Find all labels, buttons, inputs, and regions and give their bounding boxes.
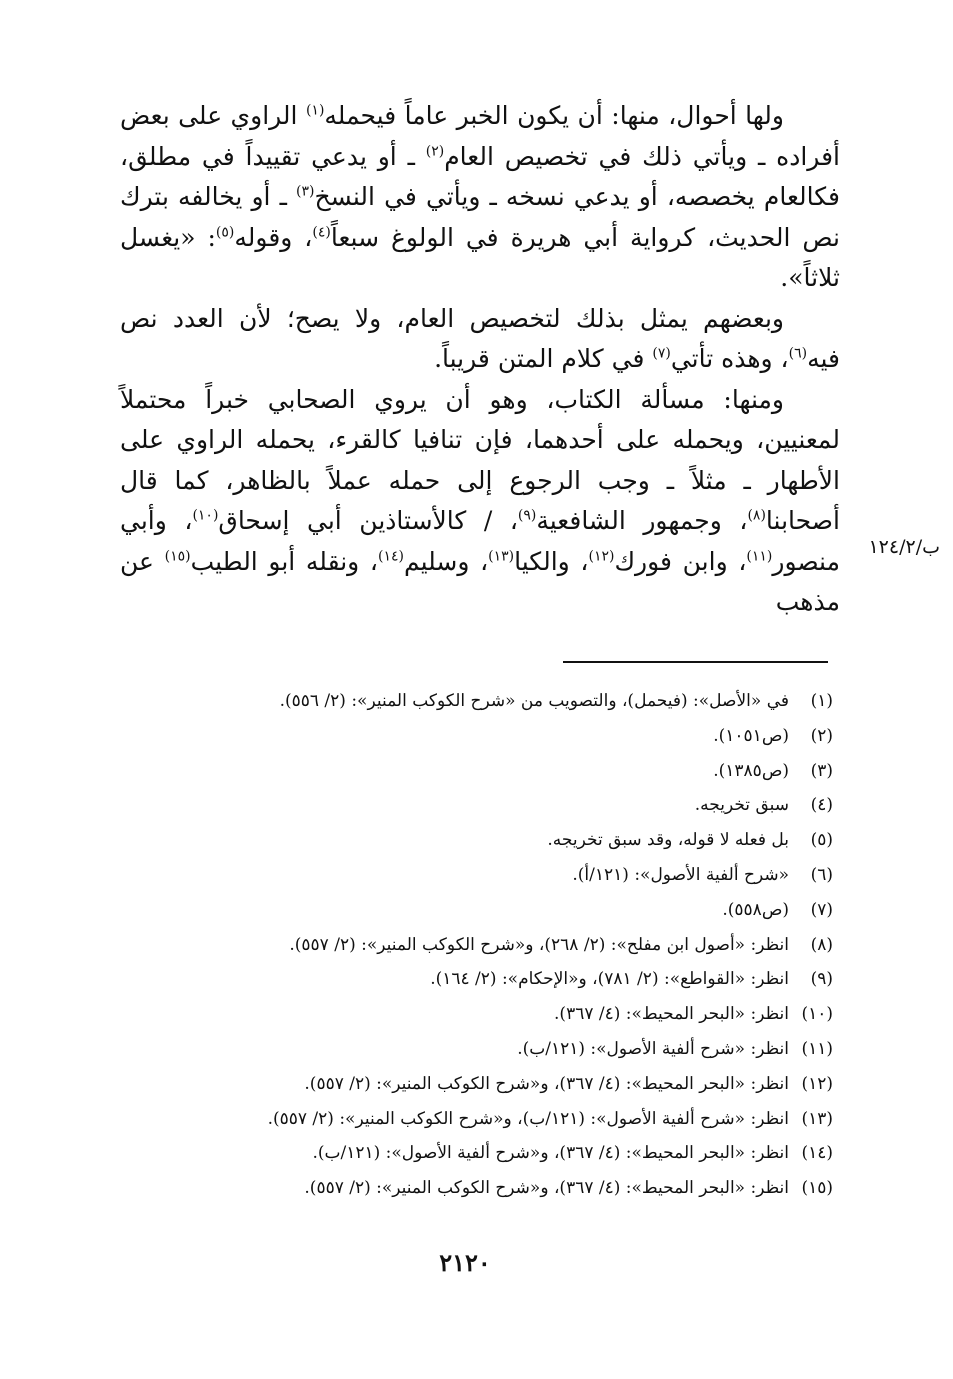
paragraph-text: ، والكيا (514, 546, 589, 576)
footnote (150, 1171, 833, 1206)
paragraph-text: ، / كالأستاذين أبي إسحاق (218, 506, 518, 535)
footnote-text: انظر: «القواطع»: (٢/ ٧٨١)، و«الإحكام»: (٢/ ١٦٤). (430, 969, 789, 990)
paragraph-text: : «يغسل ثلاثاً». (120, 222, 840, 292)
footnote-marker: (١٣) (488, 548, 515, 565)
footnote-number: (١٢) (801, 1073, 833, 1094)
footnote-number: (٢) (810, 725, 833, 746)
footnote-marker: (١٠) (192, 507, 219, 524)
paragraph-text: ـ أو يخالفه بترك نص الحديث، كرواية أبي هريرة في الولوغ سبعاً (120, 182, 840, 252)
footnote (150, 1136, 833, 1171)
footnote-number: (١) (810, 691, 833, 711)
footnote-text: (ص٥٥٨). (722, 899, 789, 920)
footnote (150, 754, 833, 789)
footnote (150, 962, 833, 997)
page-number: ٢١٢٠ (439, 1248, 491, 1277)
footnote-marker: (٧) (652, 345, 671, 362)
footnote-text: انظر: «البحر المحيط»: (٤/ ٣٦٧)، و«شرح الكوكب المنير»: (٢/ ٥٥٧). (304, 1178, 789, 1199)
footnote-text: انظر: «البحر المحيط»: (٤/ ٣٦٧). (554, 1004, 789, 1025)
paragraph-text: وبعضهم يمثل بذلك لتخصيص العام، ولا يصح؛ لأن العدد نص فيه (120, 303, 840, 373)
footnote-number: (٣) (810, 760, 833, 781)
footnote-number: (١٣) (801, 1108, 833, 1129)
footnote-text: في «الأصل»: (فيحمل)، والتصويب من «شرح الكوكب المنير»: (٢/ ٥٥٦). (279, 691, 789, 711)
paragraph (120, 96, 840, 299)
footnote-text: «شرح ألفية الأصول»: (١٢١/أ). (572, 864, 789, 885)
footnote-text: انظر: «البحر المحيط»: (٤/ ٣٦٧)، و«شرح الكوكب المنير»: (٢/ ٥٥٧). (304, 1073, 789, 1094)
footnote-marker: (٩) (517, 507, 537, 524)
footnote-marker: (١٤) (377, 548, 404, 565)
paragraph-text: ، وأبي منصور (120, 506, 840, 576)
paragraph (120, 299, 840, 380)
footnote-text: انظر: «شرح ألفية الأصول»: (١٢١/ب). (517, 1038, 789, 1059)
footnote-text: انظر: «البحر المحيط»: (٤/ ٣٦٧)، و«شرح ألفية الأصول»: (١٢١/ب). (312, 1143, 789, 1164)
footnote (150, 858, 833, 893)
paragraph-text: الراوي على بعض أفراده ـ ويأتي ذلك في تخصيص العام (120, 101, 840, 171)
footnote-number: (١١) (801, 1038, 833, 1059)
footnote (150, 719, 833, 754)
paragraph-text: ، وهذه تأتي (670, 344, 789, 373)
footnote-marker: (١١) (746, 548, 773, 565)
footnote (150, 823, 833, 858)
footnote-marker: (٤) (312, 224, 331, 241)
footnote-marker: (١٢) (588, 548, 615, 565)
footnote (150, 1102, 833, 1137)
footnote (150, 997, 833, 1032)
footnote-number: (١٥) (801, 1178, 833, 1199)
footnote-text: (ص١٣٨٥). (713, 760, 789, 781)
paragraph-text: عن مذهب (120, 546, 840, 616)
paragraph-text: ، ونقله أبو الطيب (190, 546, 378, 576)
footnote-marker: (٥) (215, 224, 235, 241)
footnote-text: انظر: «أصول ابن مفلح»: (٢/ ٢٦٨)، و«شرح الكوكب المنير»: (٢/ ٥٥٧). (289, 934, 789, 955)
main-text (120, 96, 840, 623)
footnote (150, 893, 833, 928)
footnote (150, 788, 833, 823)
footnote-marker: (١٥) (164, 548, 191, 565)
paragraph-text: ، وقوله (234, 222, 313, 252)
manuscript-folio-marker: ب/١٢٤/٢ (868, 536, 940, 558)
paragraph-text: ـ أو يدعي تقييداً في مطلق، فكالعام يخصصه، أو يدعي نسخه ـ ويأتي في النسخ (120, 141, 840, 211)
footnote-number: (١٤) (801, 1143, 833, 1164)
footnote-number: (٩) (810, 969, 833, 990)
footnote-text: سبق تخريجه. (694, 795, 789, 816)
paragraph-text: ، وجمهور الشافعية (536, 506, 748, 535)
footnote-marker: (١) (305, 102, 325, 119)
footnote (150, 928, 833, 963)
footnote-marker: (٨) (747, 507, 766, 524)
paragraph (120, 380, 840, 623)
footnote-marker: (٣) (295, 183, 315, 200)
footnote-number: (٥) (810, 830, 833, 851)
paragraph-text: ومنها: مسألة الكتاب، وهو أن يروي الصحابي خبراً محتملاً لمعنيين، ويحمله على أحدهما، فإن تنافيا كالقرء، يحمله الراوي على الأطهار ـ مثلاً ـ وجب الرجوع إلى حمله عملاً بالظاهر، كما قال أصحابنا (120, 384, 840, 535)
footnote-marker: (٢) (425, 143, 445, 160)
paragraph-text: ، وسليم (403, 546, 489, 576)
footnote-text: بل فعله لا قوله، وقد سبق تخريجه. (547, 830, 789, 851)
footnote-text: انظر: «شرح ألفية الأصول»: (١٢١/ب)، و«شرح الكوكب المنير»: (٢/ ٥٥٧). (267, 1108, 789, 1129)
footnote-number: (١٠) (801, 1004, 833, 1025)
footnotes (150, 684, 833, 1206)
footnote-number: (٨) (810, 934, 833, 955)
footnote-number: (٤) (810, 795, 833, 816)
footnote (150, 684, 833, 719)
footnote-separator (563, 661, 828, 663)
footnote (150, 1032, 833, 1067)
footnote (150, 1067, 833, 1102)
footnote-number: (٧) (810, 899, 833, 920)
paragraph-text: في كلام المتن قريباً. (434, 344, 653, 373)
paragraph-text: ، وابن فورك (614, 546, 747, 576)
footnote-marker: (٦) (788, 345, 808, 362)
footnote-number: (٦) (810, 864, 833, 885)
footnote-text: (ص١٠٥١). (713, 725, 789, 746)
paragraph-text: ولها أحوال، منها: أن يكون الخبر عاماً فيحمله (324, 101, 784, 130)
